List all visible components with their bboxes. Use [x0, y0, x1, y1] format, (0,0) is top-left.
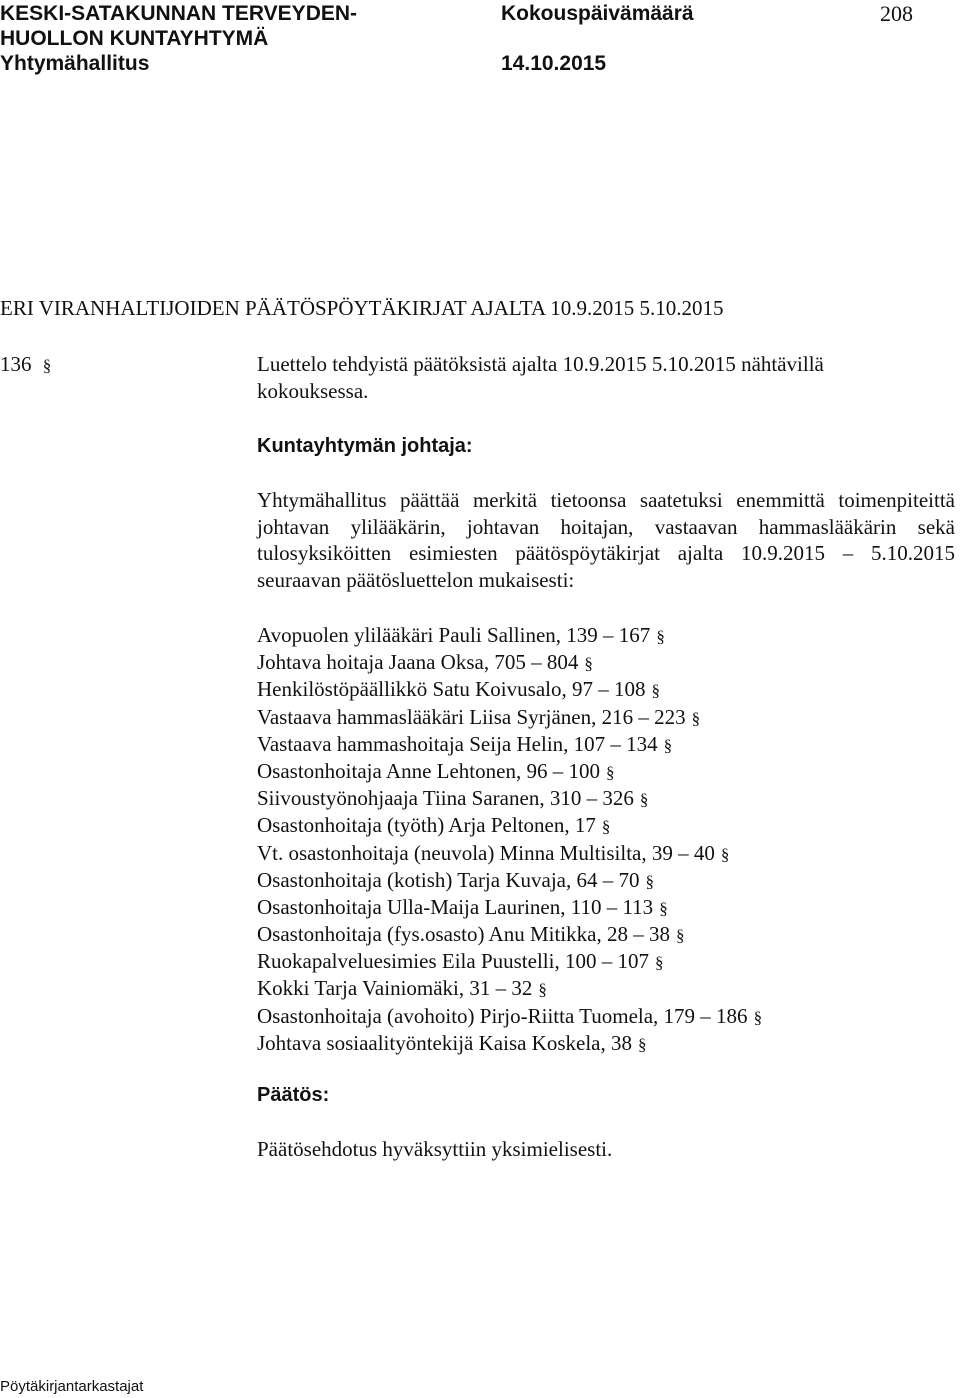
org-name-line1: KESKI-SATAKUNNAN TERVEYDEN-	[0, 2, 358, 25]
section-mark: §	[654, 953, 664, 973]
decision-list-item	[257, 1030, 762, 1057]
section-heading: ERI VIRANHALTIJOIDEN PÄÄTÖSPÖYTÄKIRJAT AJALTA 10.9.2015 5.10.2015	[0, 296, 724, 320]
decision-list-item	[257, 649, 762, 676]
decision-list	[257, 622, 762, 1057]
section-mark: §	[659, 898, 668, 918]
decision-list-item-text: Osastonhoitaja (työth) Arja Peltonen, 17	[257, 813, 596, 838]
decision-list-item-text: Johtava hoitaja Jaana Oksa, 705 – 804	[257, 650, 579, 675]
meeting-date: 14.10.2015	[501, 52, 607, 75]
footer-reviewers: Pöytäkirjantarkastajat	[0, 1378, 144, 1395]
decision-heading: Päätös:	[257, 1084, 330, 1106]
proposal-text: Yhtymähallitus päättää merkitä tietoonsa saatetuksi enemmittä toimenpiteittä johtavan ylilääkärin, johtavan hoitajan, vastaavan hammaslääkärin sekä tulosyksiköitten esimiesten päätöspöytäkirjat ajalta 10.9.2015 – 5.10.2015 seuraavan päätösluettelon mukaisesti:	[257, 488, 955, 593]
section-mark: §	[538, 980, 547, 1000]
decision-list-item	[257, 785, 762, 812]
decision-list-item	[257, 840, 762, 867]
decision-list-item	[257, 948, 762, 975]
section-mark: §	[638, 1034, 647, 1054]
decision-list-item	[257, 894, 762, 921]
section-mark: §	[656, 627, 665, 646]
decision-list-item	[257, 812, 762, 839]
decision-list-item-text: Vt. osastonhoitaja (neuvola) Minna Multisilta, 39 – 40	[257, 840, 715, 865]
decision-list-item-text: Vastaava hammaslääkäri Liisa Syrjänen, 216 – 223	[257, 704, 686, 729]
meeting-date-label: Kokouspäivämäärä	[501, 2, 694, 25]
section-mark: §	[663, 735, 673, 755]
org-name-line2: HUOLLON KUNTAYHTYMÄ	[0, 27, 269, 50]
proposal-heading: Kuntayhtymän johtaja:	[257, 435, 473, 457]
section-mark: §	[584, 654, 593, 674]
decision-list-item	[257, 1003, 762, 1030]
item-number-block	[0, 351, 51, 379]
decision-list-item-text: Vastaava hammashoitaja Seija Helin, 107 – 134	[257, 731, 658, 756]
decision-list-item	[257, 975, 762, 1002]
decision-list-item	[257, 867, 762, 894]
item-title-line1: Luettelo tehdyistä päätöksistä ajalta 10.9.2015 5.10.2015 nähtävillä	[257, 352, 824, 376]
section-mark: §	[753, 1007, 763, 1027]
section-mark: §	[639, 790, 649, 810]
decision-list-item	[257, 758, 762, 785]
decision-list-item	[257, 622, 762, 649]
section-mark: §	[42, 356, 52, 375]
section-mark: §	[651, 681, 660, 701]
decision-list-item	[257, 704, 762, 731]
decision-list-item	[257, 731, 762, 758]
decision-list-item-text: Ruokapalveluesimies Eila Puustelli, 100 – 107	[257, 949, 649, 974]
item-number: 136	[0, 352, 32, 376]
decision-list-item	[257, 921, 762, 948]
decision-list-item-text: Osastonhoitaja (kotish) Tarja Kuvaja, 64 – 70	[257, 867, 640, 892]
decision-list-item-text: Osastonhoitaja Anne Lehtonen, 96 – 100	[257, 758, 600, 783]
item-title-line2: kokouksessa.	[257, 379, 369, 403]
decision-list-item-text: Osastonhoitaja (avohoito) Pirjo-Riitta Tuomela, 179 – 186	[257, 1003, 748, 1028]
decision-list-item-text: Henkilöstöpäällikkö Satu Koivusalo, 97 – 108	[257, 677, 646, 702]
section-mark: §	[605, 762, 615, 782]
decision-list-item-text: Kokki Tarja Vainiomäki, 31 – 32	[257, 976, 533, 1001]
section-mark: §	[691, 708, 701, 728]
decision-text: Päätösehdotus hyväksyttiin yksimielisesti.	[257, 1137, 613, 1161]
decision-list-item-text: Johtava sosiaalityöntekijä Kaisa Koskela, 38	[257, 1030, 632, 1055]
decision-list-item-text: Osastonhoitaja (fys.osasto) Anu Mitikka, 28 – 38	[257, 922, 670, 947]
decision-list-item-text: Osastonhoitaja Ulla-Maija Laurinen, 110 – 113	[257, 894, 654, 919]
decision-list-item	[257, 676, 762, 703]
decision-list-item-text: Avopuolen ylilääkäri Pauli Sallinen, 139 – 167	[257, 623, 651, 647]
decision-list-item-text: Siivoustyönohjaaja Tiina Saranen, 310 – 326	[257, 786, 634, 811]
board-name: Yhtymähallitus	[0, 52, 150, 75]
section-mark: §	[645, 871, 654, 891]
section-mark: §	[601, 817, 611, 837]
section-mark: §	[720, 844, 730, 864]
page-number: 208	[880, 1, 913, 26]
section-mark: §	[675, 926, 685, 946]
